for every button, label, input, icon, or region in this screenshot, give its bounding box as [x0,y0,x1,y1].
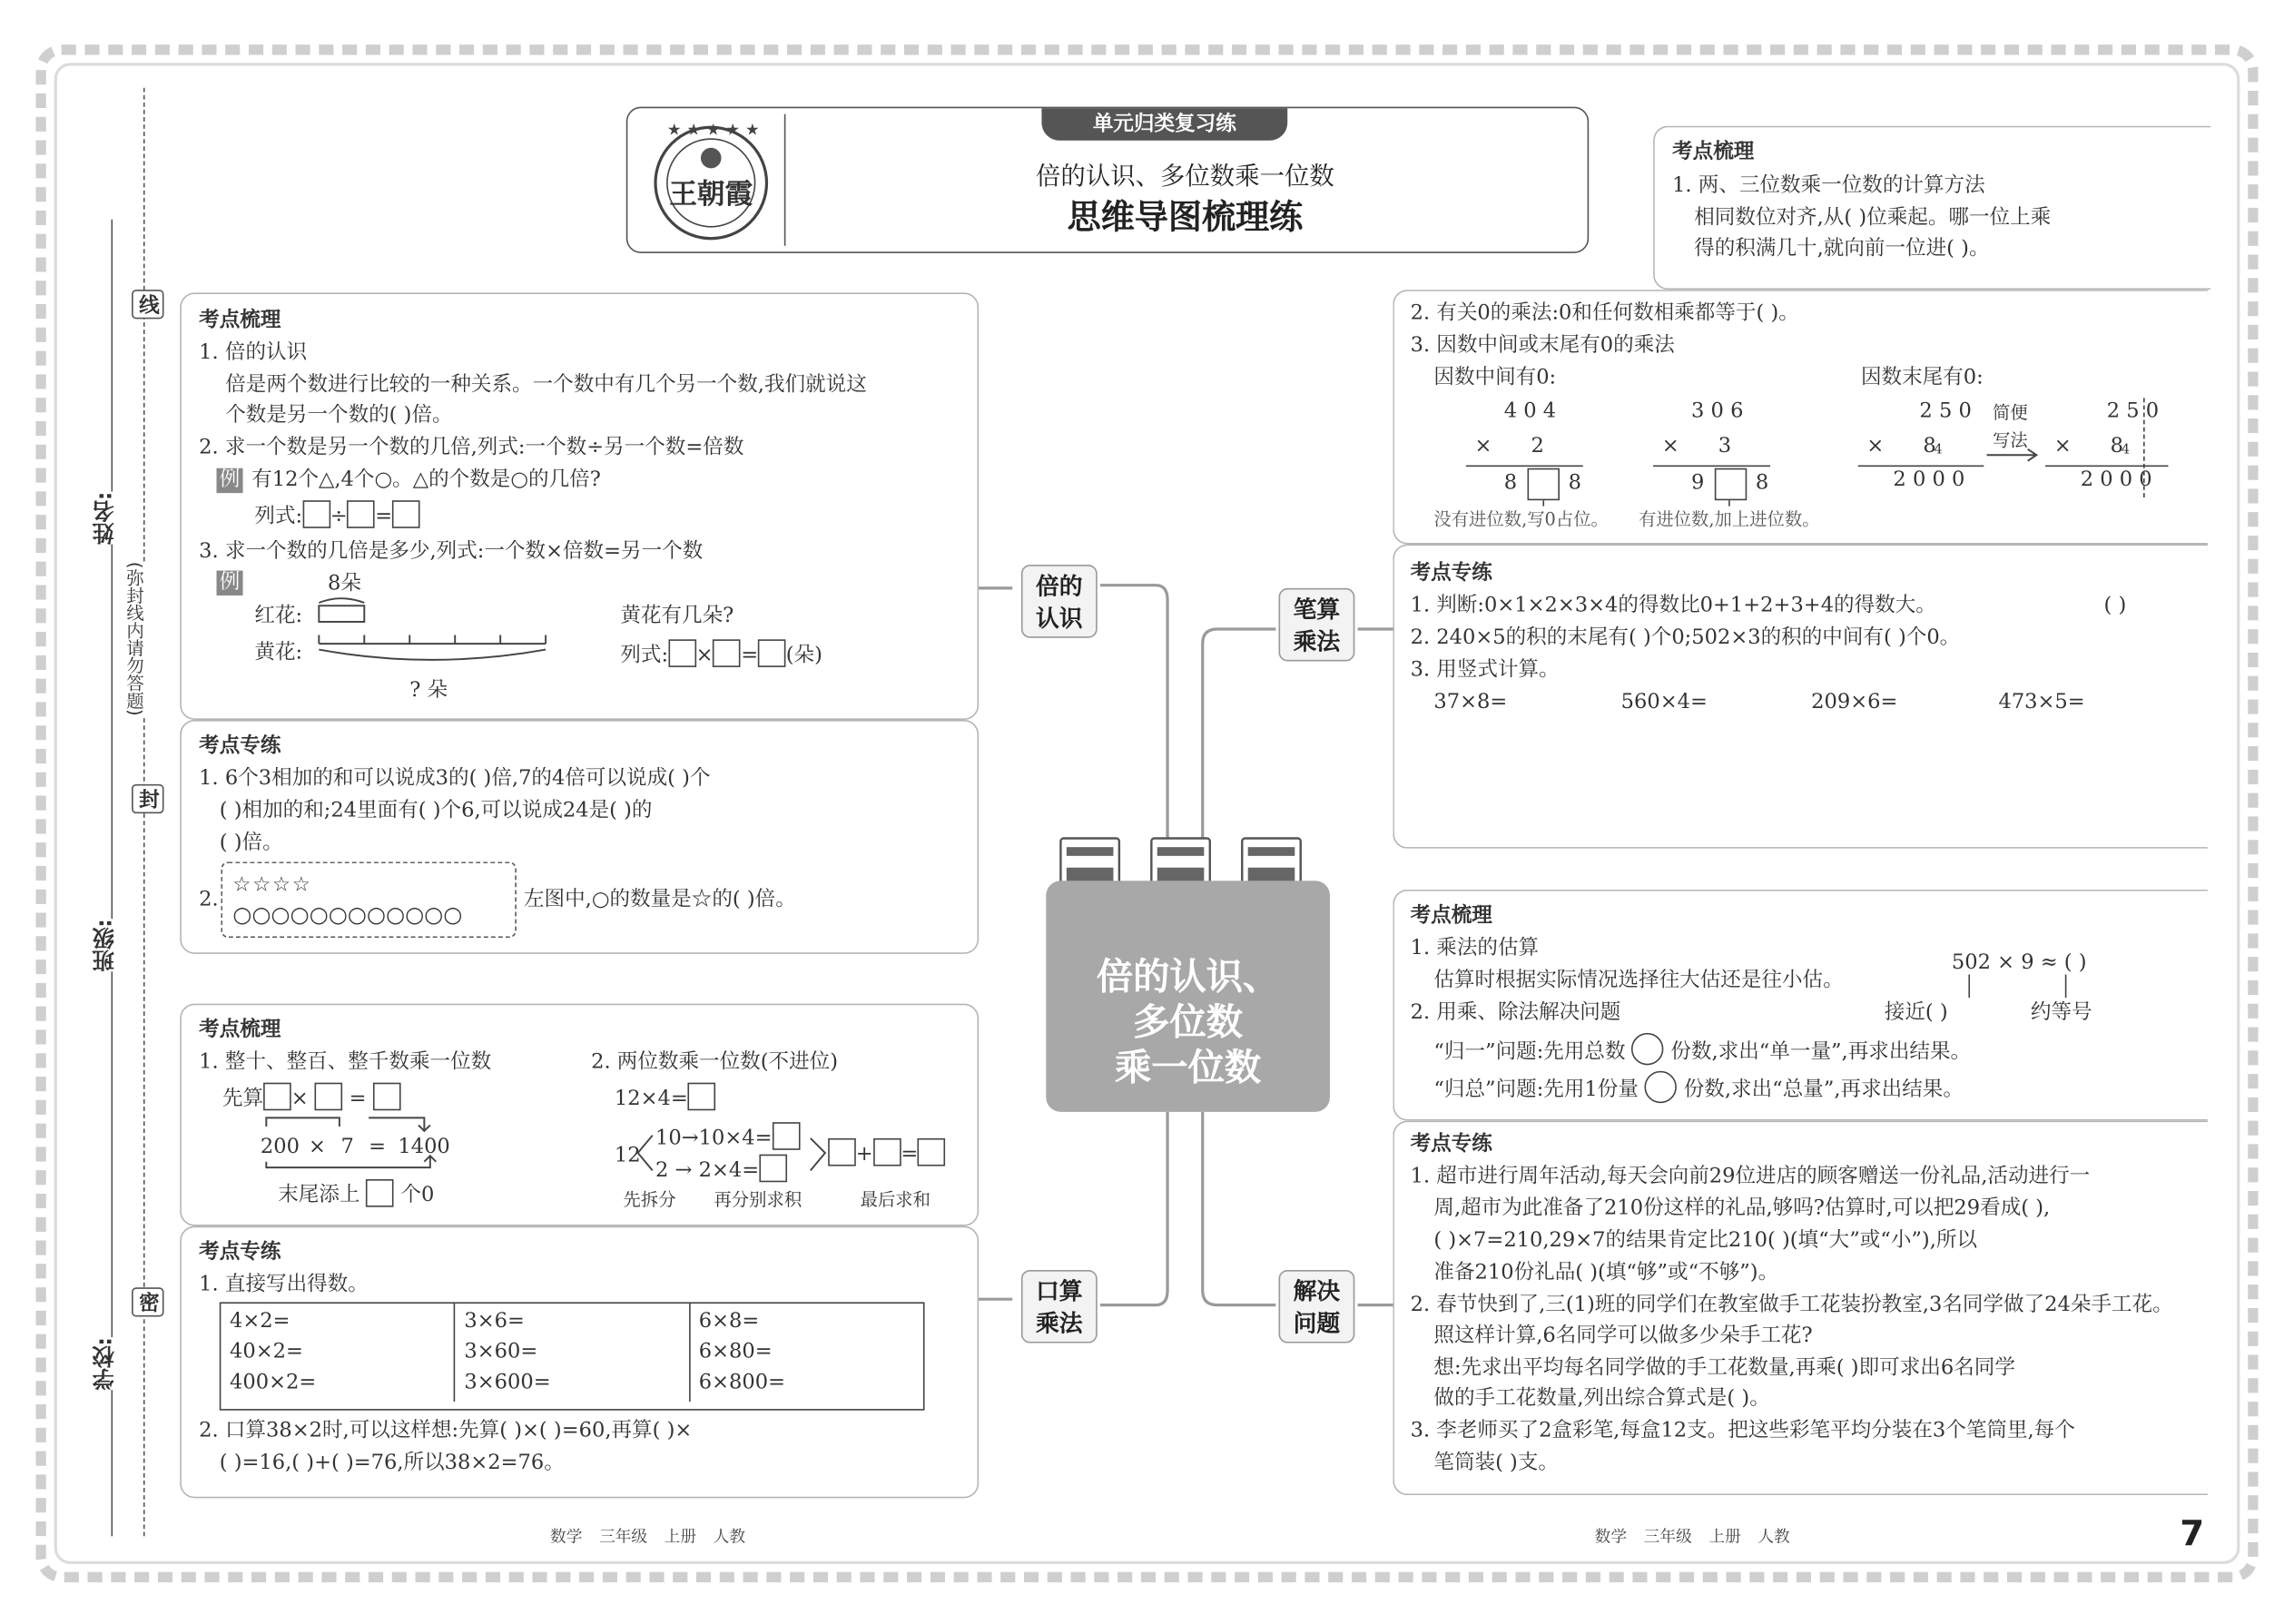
p3-e200: 200 [260,1135,300,1159]
answer-box[interactable] [714,639,742,667]
p3-times-1: × [309,1135,326,1159]
p3-sum: + = [828,1138,946,1169]
table-col-2: 3×6= 3×60= 3×600= [455,1304,689,1402]
p5-line-2: 相同数位对齐,从( )位乘起。哪一位上乘 [1694,206,2052,231]
p9-line-4: 准备210份礼品( )(填“够”或“不够”)。 [1433,1261,1779,1285]
p9-line-5: 2. 春节快到了,三(1)班的同学们在教室做手工花装扮教室,3名同学做了24朵手工花。 [1410,1293,2173,1317]
p6-note-1: 没有进位数,写0占位。 [1433,508,1609,530]
p1-formula-2: 列式: × = (朵) [620,639,822,670]
p7-title: 考点专练 [1410,561,1492,586]
p8-near: 接近( ) [1884,1000,1948,1025]
p7-calc-4: 473×5= [1998,690,2085,714]
footer-right: 数学 三年级 上册 人教 [1594,1527,1790,1547]
p6-line-1: 2. 有关0的乘法:0和任何数相乘都等于( )。 [1410,301,1799,325]
p6-c4-mult: × 8 [2053,434,2124,458]
logo-text: 王朝霞 [669,178,753,212]
p6-c4-rule [2045,466,2168,468]
p1-line-3: 个数是另一个数的( )倍。 [225,403,453,428]
p8-estimate: 502 × 9 ≈ ( ) [1951,950,2087,975]
p6-xie: 写法 [1993,429,2028,451]
p2-line-3: ( )倍。 [219,831,283,855]
answer-box[interactable] [873,1138,901,1166]
p9-line-1: 1. 超市进行周年活动,每天会向前29位进店的顾客赠送一份礼品,活动进行一 [1410,1164,2091,1188]
p6-c2-r2: 8 [1755,470,1769,495]
p7-calc-3: 209×6= [1811,690,1898,714]
p9-line-7: 想:先求出平均每名同学做的手工花数量,再乘( )即可求出6名同学 [1433,1356,2015,1380]
p9-line-8: 做的手工花数量,列出综合算式是( )。 [1433,1386,1770,1411]
p9-line-2: 周,超市为此准备了210份这样的礼品,够吗?估算时,可以把29看成( ), [1433,1196,2051,1221]
p2-circles: ○○○○○○○○○○○○ [232,901,463,928]
p4-line-3: ( )=16,( )+( )=76,所以38×2=76。 [219,1451,565,1475]
answer-circle[interactable] [1645,1071,1677,1103]
p1-line-7: 3. 求一个数的几倍是多少,列式:一个数×倍数=另一个数 [199,539,704,564]
answer-box[interactable] [392,500,420,528]
p6-c3-result: 2 0 0 0 [1893,468,1965,492]
p6-c3-carry: 4 [1934,443,1943,458]
p6-end: 因数末尾有0: [1860,365,1984,389]
p1-line-5: 有12个△,4个○。△的个数是○的几倍? [251,468,601,492]
p1-segment-diagram [314,591,556,679]
p7-calc-2: 560×4= [1620,690,1708,714]
p2-line-2: ( )相加的和;24里面有( )个6,可以说成24是( )的 [219,798,653,822]
p6-c2-top: 3 0 6 [1691,399,1744,423]
page-number: 7 [2180,1512,2205,1554]
answer-box[interactable] [373,1083,401,1111]
p3-line-2: 2. 两位数乘一位数(不进位) [591,1050,839,1074]
p8-line-1: 1. 乘法的估算 [1410,936,1540,960]
p3-eq-1: = [369,1135,387,1159]
p7-calc-1: 37×8= [1433,690,1508,714]
arrow-right-icon [1984,447,2042,464]
center-line-3: 乘一位数 [1115,1046,1262,1089]
p5-title: 考点梳理 [1672,140,1755,164]
p5-line-3: 得的积满几十,就向前一位进( )。 [1694,237,1990,261]
p6-c3-rule [1858,466,1984,468]
p1-example-tag: 例 [217,468,243,493]
p6-c3-top: 2 5 0 [1919,399,1972,423]
header-subtitle: 倍的认识、多位数乘一位数 [1036,162,1334,192]
node-kousuan-chengfa: 口算 乘法 [1021,1270,1098,1343]
answer-box[interactable] [367,1179,395,1207]
p3-e1400: 1400 [398,1135,450,1159]
p3-caption-2: 再分别求积 [714,1189,802,1210]
p1-label-red: 红花: [254,604,303,628]
answer-box[interactable] [918,1138,946,1166]
p6-line-2: 3. 因数中间或末尾有0的乘法 [1410,333,1675,358]
answer-box[interactable] [348,500,376,528]
binding-note: (弥封线内请勿答题) [123,561,145,716]
header-title: 思维导图梳理练 [1067,199,1304,238]
answer-box[interactable] [759,1155,787,1183]
center-line-1: 倍的认识、 [1096,955,1280,999]
binding-mark-bottom: 密 [132,1287,163,1316]
p6-c4-carry: 4 [2121,443,2131,458]
node-bei-de-renshi: 倍的 认识 [1021,565,1098,638]
p1-example-tag-2: 例 [217,571,243,595]
school-label: 学校: [88,1337,119,1390]
p9-line-3: ( )×7=210,29×7的结果肯定比210( )(填“大”或“小”),所以 [1433,1228,1978,1253]
p6-c1-mult: × 2 [1474,434,1544,458]
p6-note-2: 有进位数,加上进位数。 [1639,508,1820,530]
p1-title: 考点梳理 [199,309,281,332]
p6-note-pointers [1492,466,1785,509]
p8-title: 考点梳理 [1410,904,1492,928]
answer-box[interactable] [773,1122,801,1150]
p9-line-10: 笔筒装( )支。 [1433,1451,1559,1475]
p6-c3-mult: × 8 [1866,434,1936,458]
p3-n12: 12 [614,1144,641,1168]
p3-split-2: 2 → 2×4= [655,1155,787,1186]
p4-title: 考点专练 [199,1240,281,1265]
p4-calc-table [220,1302,925,1410]
p4-line-2: 2. 口算38×2时,可以这样想:先算( )×( )=60,再算( )× [199,1419,693,1443]
p7-line-3: 3. 用竖式计算。 [1410,658,1560,683]
answer-box[interactable] [315,1083,343,1111]
center-line-2: 多位数 [1133,1000,1244,1044]
answer-box[interactable] [688,1083,716,1111]
p9-line-9: 3. 李老师买了2盒彩笔,每盒12支。把这些彩笔平均分装在3个笔筒里,每个 [1410,1419,2075,1443]
class-label: 班级: [88,919,119,971]
answer-box[interactable] [668,639,696,667]
p7-line-1: 1. 判断:0×1×2×3×4的得数比0+1+2+3+4的得数大。 [1410,594,1936,618]
p5-line-1: 1. 两、三位数乘一位数的计算方法 [1672,173,1985,198]
p3-title: 考点梳理 [199,1018,281,1042]
p2-line-1: 1. 6个3相加的和可以说成3的( )倍,7的4倍可以说成( )个 [199,766,711,791]
p2-stars: ☆☆☆☆ [232,873,312,897]
node-bisuan-chengfa: 笔算 乘法 [1279,588,1355,662]
name-label: 姓名: [88,492,119,545]
p1-formula-1: 列式: ÷ = [254,500,419,531]
p1-line-2: 倍是两个数进行比较的一种关系。一个数中有几个另一个数,我们就说这 [225,372,867,397]
p7-paren[interactable]: ( ) [2103,594,2127,618]
p6-c4-top: 2 5 0 [2106,399,2160,423]
p3-first-calc: 先算 × = [222,1083,400,1114]
p6-c2-mult: × 3 [1661,434,1732,458]
node-jiejue-wenti: 解决 问题 [1279,1270,1355,1343]
answer-box[interactable] [758,639,786,667]
answer-box[interactable] [828,1138,856,1166]
p9-title: 考点专练 [1410,1132,1492,1156]
p2-line-4: 左图中,○的数量是☆的( )倍。 [523,888,796,912]
center-topic-text [1046,954,1330,1090]
footer-left: 数学 三年级 上册 人教 [549,1527,746,1547]
p6-mid: 因数中间有0: [1433,365,1557,389]
answer-box[interactable] [263,1083,291,1111]
p6-c4-divider [2143,398,2145,497]
p2-num-2: 2. [199,888,219,912]
p1-ask: 黄花有几朵? [620,604,734,628]
p6-c1-r1: 8 [1503,470,1518,495]
binding-mark-mid: 封 [132,784,163,813]
answer-box[interactable] [302,500,330,528]
p3-e7: 7 [340,1135,354,1159]
p8-line-4: “归一”问题:先用总数 份数,求出“单一量”,再求出结果。 [1433,1033,1971,1067]
panel-bisuan-zhuanlian [1393,545,2208,849]
p1-label-yellow: 黄花: [254,640,303,664]
p6-c4-result: 2 0 0 0 [2080,468,2152,492]
p6-jian: 简便 [1993,402,2028,423]
p3-eq1: 12×4= [615,1083,716,1114]
p6-c1-top: 4 0 4 [1503,399,1557,423]
p9-line-6: 照这样计算,6名同学可以做多少朵手工花? [1433,1324,1813,1348]
p2-title: 考点专练 [199,734,281,758]
p7-line-2: 2. 240×5的积的末尾有( )个0;502×3的积的中间有( )个0。 [1410,625,1961,650]
binding-mark-top: 线 [132,290,163,319]
p4-line-1: 1. 直接写出得数。 [199,1273,369,1296]
p6-c1-r2: 8 [1568,470,1582,495]
p1-line-1: 1. 倍的认识 [199,340,308,365]
svg-text:★ ★ ★ ★ ★: ★ ★ ★ ★ ★ [666,121,760,140]
p8-line-3: 2. 用乘、除法解决问题 [1410,1000,1621,1025]
p6-c2-r1: 9 [1691,470,1705,495]
table-col-3: 6×8= 6×80= 6×800= [698,1309,786,1394]
p3-caption-3: 最后求和 [860,1189,931,1210]
p3-tail: 末尾添上 个0 [278,1179,434,1210]
p3-caption-1: 先拆分 [623,1189,676,1210]
p1-label-8duo: 8朵 [328,572,361,595]
p1-label-question: ? 朵 [409,678,448,703]
p3-split-1: 10→10×4= [655,1122,800,1153]
header-banner: 单元归类复习练 [1041,108,1287,140]
p8-approx-sign: 约等号 [2030,1000,2092,1025]
p8-line-5: “归总”问题:先用1份量 份数,求出“总量”,再求出结果。 [1433,1071,1964,1105]
p3-line-1: 1. 整十、整百、整千数乘一位数 [199,1050,492,1074]
answer-circle[interactable] [1632,1033,1664,1065]
table-col-1: 4×2= 40×2= 400×2= [221,1304,455,1402]
p1-line-4: 2. 求一个数是另一个数的几倍,列式:一个数÷另一个数=倍数 [199,436,744,460]
p8-line-2: 估算时根据实际情况选择往大估还是往小估。 [1433,968,1844,992]
